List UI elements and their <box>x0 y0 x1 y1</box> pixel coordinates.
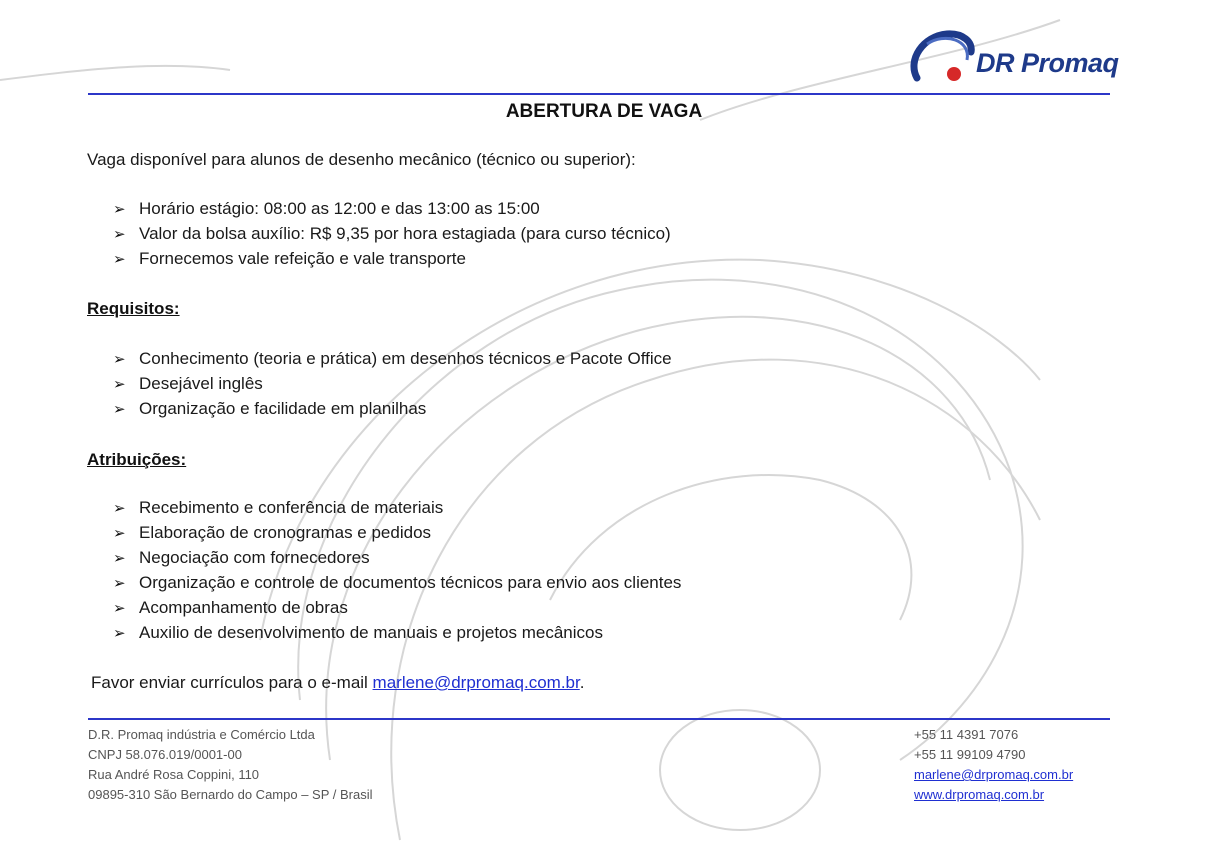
email-link[interactable]: marlene@drpromaq.com.br <box>372 673 580 692</box>
arrow-bullet-icon: ➢ <box>113 550 126 567</box>
list-item: ➢ Fornecemos vale refeição e vale transporte <box>113 246 671 271</box>
page-title: ABERTURA DE VAGA <box>505 101 703 122</box>
website-link[interactable]: www.drpromaq.com.br <box>914 787 1045 802</box>
details-list <box>113 196 671 271</box>
footer-divider <box>88 718 1110 720</box>
footer-company-info <box>88 725 373 805</box>
arrow-bullet-icon: ➢ <box>113 500 126 517</box>
phone-2: +55 11 99109 4790 <box>914 747 1026 762</box>
arrow-bullet-icon: ➢ <box>113 376 126 393</box>
arrow-bullet-icon: ➢ <box>113 525 126 542</box>
list-item: ➢ Elaboração de cronogramas e pedidos <box>113 520 681 545</box>
company-address: Rua André Rosa Coppini, 110 <box>88 767 260 782</box>
arrow-bullet-icon: ➢ <box>113 351 126 368</box>
phone-1: +55 11 4391 7076 <box>914 727 1019 742</box>
arrow-bullet-icon: ➢ <box>113 201 126 218</box>
requirements-list <box>113 346 672 421</box>
list-item: ➢ Auxilio de desenvolvimento de manuais e projetos mecânicos <box>113 620 681 645</box>
arrow-bullet-icon: ➢ <box>113 575 126 592</box>
list-item: ➢ Desejável inglês <box>113 371 672 396</box>
company-cnpj: CNPJ 58.076.019/0001-00 <box>88 747 242 762</box>
list-item: ➢ Conhecimento (teoria e prática) em desenhos técnicos e Pacote Office <box>113 346 672 371</box>
list-item: ➢ Organização e controle de documentos técnicos para envio aos clientes <box>113 570 681 595</box>
company-name: D.R. Promaq indústria e Comércio Ltda <box>88 727 315 742</box>
arrow-bullet-icon: ➢ <box>113 600 126 617</box>
footer-contact-info <box>914 725 1073 805</box>
arrow-bullet-icon: ➢ <box>113 251 126 268</box>
contact-line: Favor enviar currículos para o e-mail marlene@drpromaq.com.br. <box>91 673 585 692</box>
logo-text: DR Promaq <box>976 48 1119 78</box>
list-item: ➢ Valor da bolsa auxílio: R$ 9,35 por hora estagiada (para curso técnico) <box>113 221 671 246</box>
footer-email-link[interactable]: marlene@drpromaq.com.br <box>914 767 1074 782</box>
list-item: ➢ Negociação com fornecedores <box>113 545 681 570</box>
duties-list <box>113 495 681 645</box>
intro-text: Vaga disponível para alunos de desenho mecânico (técnico ou superior): <box>87 150 636 169</box>
list-item: ➢ Acompanhamento de obras <box>113 595 681 620</box>
list-item: ➢ Recebimento e conferência de materiais <box>113 495 681 520</box>
company-city: 09895-310 São Bernardo do Campo – SP / Brasil <box>88 787 373 802</box>
requirements-heading: Requisitos: <box>87 299 180 318</box>
list-item: ➢ Horário estágio: 08:00 as 12:00 e das 13:00 as 15:00 <box>113 196 671 221</box>
header-divider <box>88 93 1110 95</box>
arrow-bullet-icon: ➢ <box>113 226 126 243</box>
arrow-bullet-icon: ➢ <box>113 401 126 418</box>
list-item: ➢ Organização e facilidade em planilhas <box>113 396 672 421</box>
arrow-bullet-icon: ➢ <box>113 625 126 642</box>
duties-heading: Atribuições: <box>87 450 187 469</box>
